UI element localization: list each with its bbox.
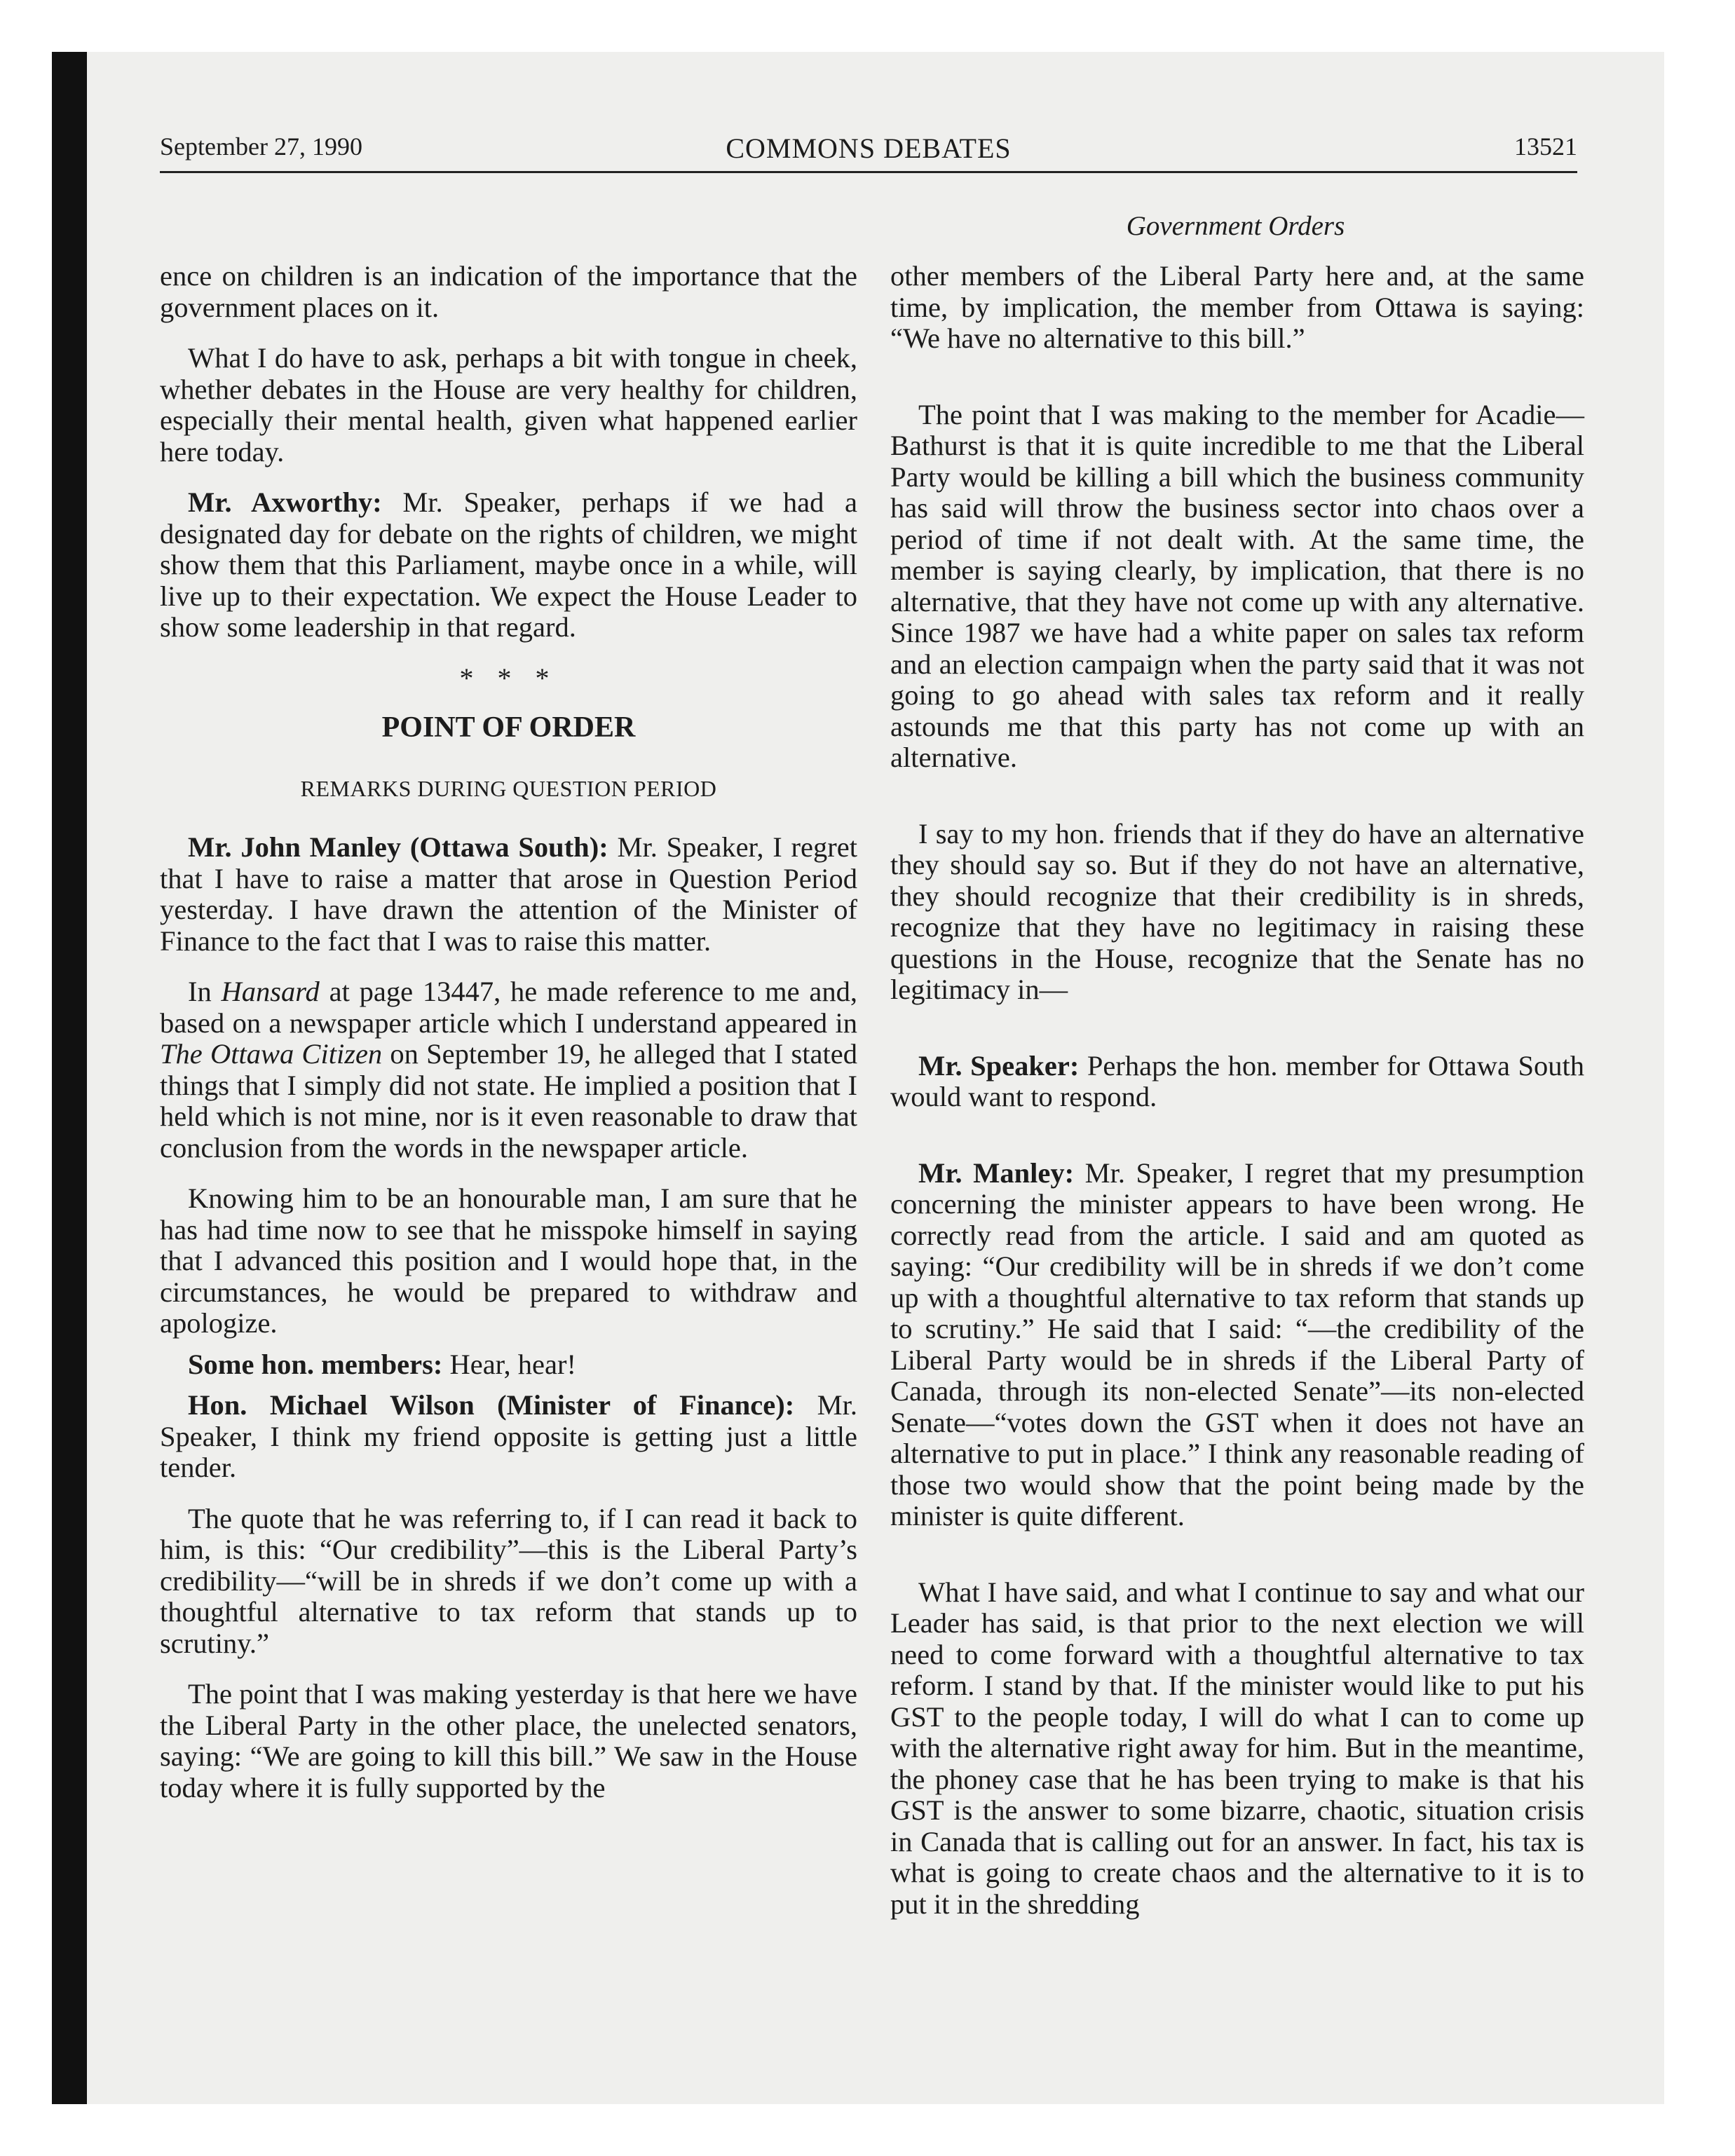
section-subheading: REMARKS DURING QUESTION PERIOD [300,775,717,801]
paragraph [160,976,857,1164]
left-column [160,261,857,1823]
header-rule [160,171,1577,173]
speech-text: Hear, hear! [442,1348,576,1380]
page-header [160,132,1577,174]
paragraph: Knowing him to be an honourable man, I am sure that he has had time now to see that he misspoke himself in saying that I advanced this position and I would hope that, in the circumstances, he would be prepared to withdraw and apologize. [160,1182,857,1339]
speaker-name: Mr. Speaker: [918,1049,1080,1082]
publication-title: The Ottawa Citizen [160,1038,383,1070]
paragraph [160,832,857,957]
speech-text: In [188,976,222,1007]
section-separator: * * * [459,662,558,694]
paragraph: What I have said, and what I continue to say and what our Leader has said, is that prior to the next election we will need to come forward with a thoughtful alternative to tax reform. I stand by that. If the minister would like to put his GST to the people today, I will do what I can to come up with the alternative right away for him. But in the meantime, the phoney case that he has been trying to make is that his GST is the answer to some bizarre, chaotic, situation crisis in Canada that is calling out for an answer. In fact, his tax is what is going to create chaos and the alternative to it is to put it in the shredding [890,1576,1584,1920]
section-heading: POINT OF ORDER [381,711,636,744]
paragraph: other members of the Liberal Party here and, at the same time, by implication, the member from Ottawa is saying: “We have no alternative to this bill.” [890,260,1584,354]
paragraph: The quote that he was referring to, if I can read it back to him, is this: “Our credibility”—this is the Liberal Party’s credibility—“will be in shreds if we don’t come up with a thoughtful alternative to tax reform that stands up to scrutiny.” [160,1502,857,1659]
paragraph [160,487,857,643]
paragraph: ence on children is an indication of the importance that the government places on it. [160,260,857,323]
speaker-name: Some hon. members: [188,1348,443,1380]
header-page-number: 13521 [1514,132,1577,161]
section-label: Government Orders [1126,211,1345,241]
right-column [890,261,1584,1939]
speaker-name: Hon. Michael Wilson (Minister of Finance): [188,1389,795,1421]
speaker-name: Mr. John Manley (Ottawa South): [188,831,608,863]
paragraph: The point that I was making yesterday is that here we have the Liberal Party in the other place, the unelected senators, saying: “We are going to kill this bill.” We saw in the House today where it is fully supported by the [160,1678,857,1803]
paragraph [890,1158,1584,1532]
paragraph: The point that I was making to the member for Acadie—Bathurst is that it is quite incredible to me that the Liberal Party would be killing a bill which the business community has said will throw the business sector into chaos over a period of time if not dealt with. At the same time, the member is saying clearly, by implication, that there is no alternative, that they have not come up with any alternative. Since 1987 we have had a white paper on sales tax reform and an election campaign when the party said that it was not going to go ahead with sales tax reform and it really astounds me that this party has not come up with an alternative. [890,398,1584,773]
speaker-name: Mr. Axworthy: [188,486,382,518]
speech-text: Mr. Speaker, I regret that my presumption concerning the minister appears to have been wrong. He correctly read from the article. I said and am quoted as saying: “Our credibility will be in shreds if we don’t come up with a thoughtful alternative to tax reform that stands up to scrutiny.” He said that I said: “—the credibility of the Liberal Party would be in shreds if the Liberal Party of Canada, through its non-elected Senate”—its non-elected Senate—“votes down the GST when it does not have an alternative to put in place.” I think any reasonable reading of those two would show that the point being made by the minister is quite different. [890,1157,1584,1531]
speaker-name: Mr. Manley: [918,1157,1075,1189]
speech-text: on September 19, he alleged that I stated things that I simply did not state. He implied a position that I held which is not mine, nor is it even reasonable to draw that conclusion from the words in the newspaper article. [160,1038,857,1164]
paragraph [160,1349,857,1381]
binding-edge [52,52,87,2104]
paragraph [890,1051,1584,1113]
speech-text: Mr. Speaker, I think my friend opposite is getting just a little tender. [160,1389,857,1483]
speech-text: Mr. Speaker, I regret that I have to raise a matter that arose in Question Period yesterday. I have drawn the attention of the Minister of Finance to the fact that I was to raise this matter. [160,831,857,957]
paragraph [160,1390,857,1484]
speech-text: at page 13447, he made reference to me and, based on a newspaper article which I understand appeared in [160,976,857,1039]
publication-title: Hansard [221,976,320,1007]
speech-text: Mr. Speaker, perhaps if we had a designated day for debate on the rights of children, we might show them that this Parliament, maybe once in a while, will live up to their expectation. We expect the House Leader to show some leadership in that regard. [160,486,857,643]
speech-text: Perhaps the hon. member for Ottawa South would want to respond. [890,1049,1584,1112]
header-title: COMMONS DEBATES [726,132,1012,164]
paragraph: What I do have to ask, perhaps a bit with tongue in cheek, whether debates in the House are very healthy for children, especially their mental health, given what happened earlier here today. [160,342,857,468]
paragraph: I say to my hon. friends that if they do have an alternative they should say so. But if they do not have an alternative, they should recognize that their credibility is in shreds, recognize that they have no legitimacy in raising these questions in the House, recognize that the Senate has no legitimacy in— [890,817,1584,1005]
header-date: September 27, 1990 [160,132,362,161]
